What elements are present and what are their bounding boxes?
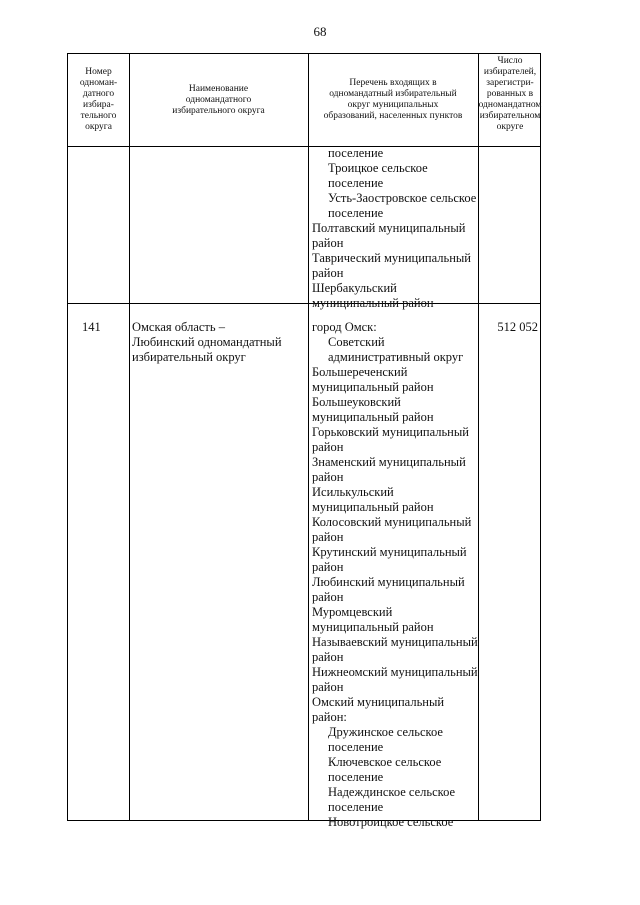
municipality-line: Называевский муниципальный (312, 635, 478, 649)
municipality-line: город Омск: (312, 320, 377, 334)
districts-table (67, 53, 542, 829)
municipality-line: район (312, 590, 344, 604)
municipality-line: Омский муниципальный (312, 695, 445, 709)
municipality-line: район (312, 236, 344, 250)
municipality-line: муниципальный район (312, 296, 434, 310)
municipality-line: район (312, 650, 344, 664)
municipality-line: район (312, 470, 344, 484)
municipality-line: Троицкое сельское (328, 161, 428, 175)
district-number: 141 (82, 320, 101, 334)
continuation-municipality-list (312, 146, 476, 311)
municipality-line: Дружинское сельское (328, 725, 443, 739)
column-divider (478, 54, 479, 820)
municipality-line: Шербакульский (312, 281, 397, 295)
municipality-line: район (312, 440, 344, 454)
municipality-line: Знаменский муниципальный (312, 455, 466, 469)
municipality-line: поселение (328, 770, 384, 784)
municipality-line: Любинский муниципальный (312, 575, 465, 589)
municipality-line: муниципальный район (312, 500, 434, 514)
page-number: 68 (313, 24, 327, 39)
municipality-line: муниципальный район (312, 410, 434, 424)
municipality-line: Колосовский муниципальный (312, 515, 472, 529)
municipality-line: район (312, 530, 344, 544)
municipality-line: Надеждинское сельское (328, 785, 456, 799)
municipality-line: Советский (328, 335, 385, 349)
municipality-line: район: (312, 710, 347, 724)
municipality-line: Таврический муниципальный (312, 251, 471, 265)
municipality-line: поселение (328, 800, 384, 814)
column-divider (129, 54, 130, 820)
municipality-line: Муромцевский (312, 605, 393, 619)
municipality-line: Исилькульский (312, 485, 394, 499)
municipality-line: Ключевское сельское (328, 755, 442, 769)
municipality-line: Горьковский муниципальный (312, 425, 469, 439)
municipality-line: Новотроицкое сельское (328, 815, 454, 829)
municipality-line: Усть-Заостровское сельское (328, 191, 477, 205)
municipality-line: Полтавский муниципальный (312, 221, 466, 235)
header-district-name: Наименование одномандатного избирательного округа (172, 83, 265, 116)
municipality-line: Нижнеомский муниципальный (312, 665, 478, 679)
municipality-line: муниципальный район (312, 620, 434, 634)
municipality-line: Крутинский муниципальный (312, 545, 467, 559)
header-voters-count: Число избирателей, зарегистри- рованных в одномандатном избирательном округе (478, 56, 542, 132)
district-name: Омская область – Любинский одномандатный избирательный округ (132, 320, 282, 364)
municipality-line: административный округ (328, 350, 464, 364)
municipality-line: муниципальный район (312, 380, 434, 394)
column-divider (308, 54, 309, 820)
municipality-line: район (312, 266, 344, 280)
municipality-line: район (312, 680, 344, 694)
municipality-line: Большеуковский (312, 395, 401, 409)
municipality-line: Большереченский (312, 365, 408, 379)
municipality-line: поселение (328, 206, 384, 220)
district-municipality-list (312, 320, 478, 830)
municipality-line: поселение (328, 740, 384, 754)
voters-count: 512 052 (497, 320, 538, 334)
municipality-line: поселение (328, 146, 384, 160)
municipality-line: поселение (328, 176, 384, 190)
header-municipalities: Перечень входящих в одномандатный избирательный округ муниципальных образований, населенных пунктов (323, 78, 463, 121)
municipality-line: район (312, 560, 344, 574)
header-district-number: Номер одноман- датного избира- тельного округа (79, 67, 118, 132)
